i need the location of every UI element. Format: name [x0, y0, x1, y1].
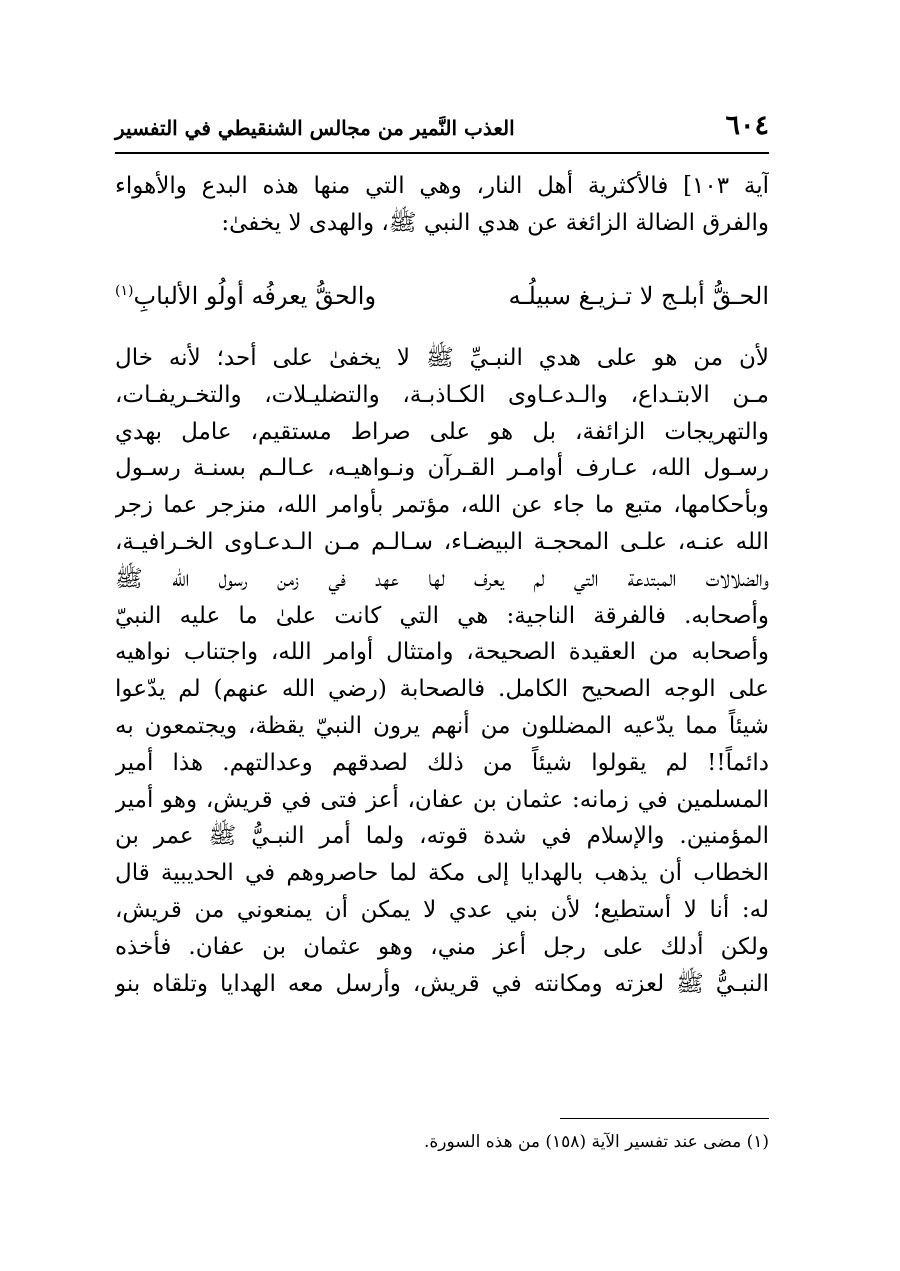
main-paragraph	[115, 340, 769, 1002]
text-line: رسـول الله، عـارف أوامـر القـرآن ونـواهيـه، عـالـم بسنـة رسـول	[115, 455, 769, 482]
verse-second-hemistich: والحقُّ يعرفُه أولُو الألبابِ	[133, 282, 377, 310]
text-line: والفرق الضالة الزائغة عن هدي النبي ﷺ، والهدى لا يخفىٰ:	[221, 209, 769, 236]
page-number: ٦٠٤	[725, 110, 769, 141]
text-line: دائماً!! لم يقولوا شيئاً من ذلك لصدقهم وعدالتهم. هذا أمير	[115, 749, 769, 776]
text-line: المؤمنين. والإسلام في شدة قوته، ولما أمر النبـيُّ ﷺ عمر بن	[115, 823, 769, 850]
text-line: والتهريجات الزائفة، بل هو على صراط مستقيم، عامل بهدي	[115, 418, 769, 445]
poetry-verse	[115, 276, 769, 316]
running-header	[115, 108, 769, 148]
text-line: المسلمين في زمانه: عثمان بن عفان، أعز فتى في قريش، وهو أمير	[115, 786, 769, 813]
text-line: شيئاً مما يدّعيه المضللون من أنهم يرون النبيّ يقظة، ويجتمعون به	[115, 712, 769, 739]
verse-second-hemistich-wrap	[115, 276, 376, 316]
text-line: والضلالات المبتدعة التي لم يعرف لها عهد في زمن رسول الله ﷺ	[115, 565, 769, 592]
text-line: النبـيُّ ﷺ لعزته ومكانته في قريش، وأرسل معه الهدايا وتلقاه بنو	[115, 970, 769, 997]
text-line: آية ١٠٣] فالأكثرية أهل النار، وهي التي منها هذه البدع والأهواء	[115, 173, 769, 199]
book-title: العذب النَّمير من مجالس الشنقيطي في التفسير	[115, 116, 515, 140]
header-rule	[115, 152, 769, 154]
text-line: وأصحابه من العقيدة الصحيحة، وامتثال أوامر الله، واجتناب نواهيه	[115, 639, 769, 666]
footnote-separator	[560, 1118, 769, 1119]
text-line: لأن من هو على هدي النبـيِّ ﷺ لا يخفىٰ على أحد؛ لأنه خال	[115, 345, 769, 371]
text-line: مـن الابتـداع، والـدعـاوى الكـاذبـة، والتضليـلات، والتخـريفـات،	[115, 381, 769, 408]
text-line: الخطاب أن يذهب بالهدايا إلى مكة لما حاصروهم في الحديبية قال	[115, 860, 769, 887]
text-line: على الوجه الصحيح الكامل. فالصحابة (رضي الله عنهم) لم يدّعوا	[115, 676, 769, 703]
footnote: (١) مضى عند تفسير الآية (١٥٨) من هذه السورة.	[423, 1132, 769, 1152]
intro-paragraph	[115, 168, 769, 242]
text-line: ولكن أدلك على رجل أعز مني، وهو عثمان بن عفان. فأخذه	[115, 933, 769, 960]
text-line: له: أنا لا أستطيع؛ لأن بني عدي لا يمكن أن يمنعوني من قريش،	[115, 896, 769, 923]
footnote-marker: (١)	[115, 283, 134, 299]
text-line: الله عنـه، علـى المحجـة البيضـاء، سـالـم مـن الـدعـاوى الخـرافيـة،	[115, 528, 769, 555]
verse-first-hemistich: الحـقُّ أبلـج لا تـزيـغ سبيلُـه	[508, 282, 769, 310]
text-line: وأصحابه. فالفرقة الناجية: هي التي كانت علىٰ ما عليه النبيّ	[115, 602, 769, 629]
text-line: وبأحكامها، متبع ما جاء عن الله، مؤتمر بأوامر الله، منزجر عما زجر	[115, 492, 769, 519]
